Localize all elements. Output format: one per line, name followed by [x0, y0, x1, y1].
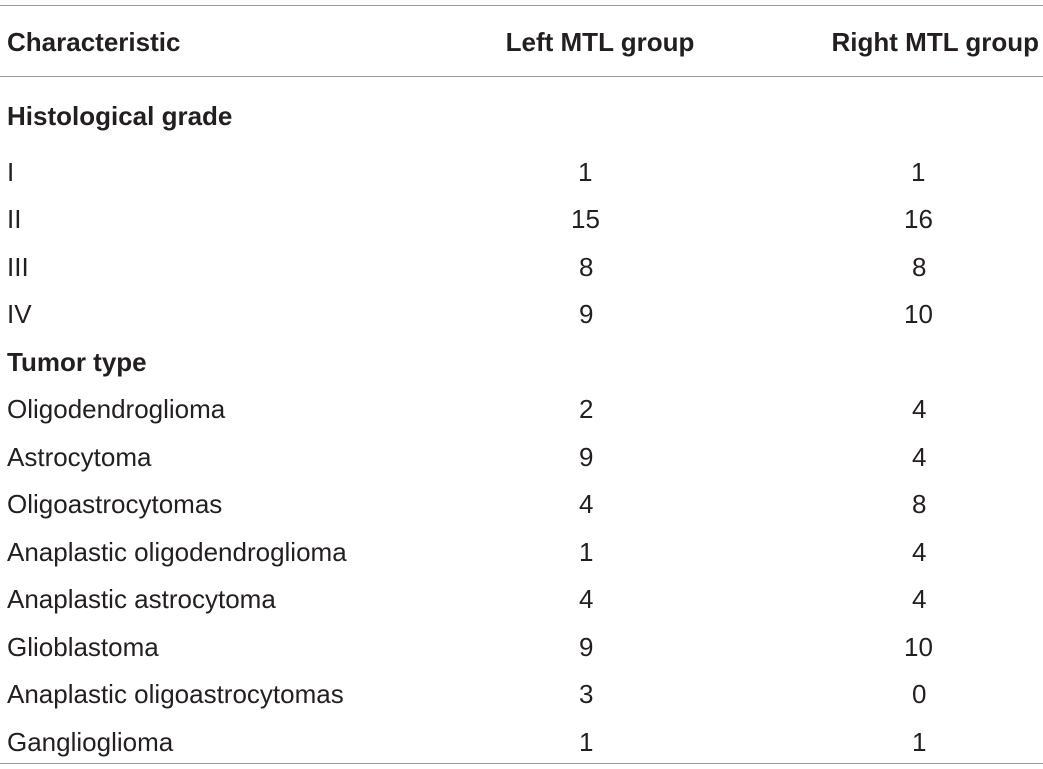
table-row: [0, 623, 1043, 671]
row-right-value: 8: [912, 251, 927, 282]
row-left-value: 9: [579, 441, 594, 472]
table-row: [0, 386, 1043, 434]
row-left-value: 1: [579, 726, 594, 757]
row-left-value: 9: [579, 299, 594, 330]
row-right-value: 10: [904, 299, 933, 330]
row-right-value: 4: [912, 584, 927, 615]
row-label: Ganglioglioma: [7, 726, 174, 757]
table-row: [0, 671, 1043, 719]
row-right-value: 4: [912, 441, 927, 472]
row-right-value: 4: [912, 394, 927, 425]
row-right-value: 10: [904, 631, 933, 662]
row-label: I: [7, 156, 15, 187]
row-right-value: 4: [912, 536, 927, 567]
row-right-value: 1: [911, 156, 926, 187]
row-left-value: 15: [571, 204, 600, 235]
row-right-value: 8: [912, 489, 927, 520]
row-label: Anaplastic astrocytoma: [7, 584, 276, 615]
table-row: [0, 243, 1043, 291]
row-label: Anaplastic oligoastrocytomas: [7, 679, 344, 710]
row-label: Glioblastoma: [7, 631, 159, 662]
section-row-tumor-type: [0, 338, 1043, 386]
row-left-value: 3: [579, 679, 594, 710]
row-label: Oligoastrocytomas: [7, 489, 223, 520]
row-left-value: 1: [578, 156, 593, 187]
row-label: Anaplastic oligodendroglioma: [7, 536, 347, 567]
table-row: [0, 433, 1043, 481]
table-row: [0, 528, 1043, 576]
section-row-histological-grade: [0, 80, 1043, 148]
table-row: [0, 148, 1043, 196]
row-right-value: 0: [912, 679, 927, 710]
header-left-mtl-group: Left MTL group: [505, 27, 695, 57]
table-row: [0, 481, 1043, 529]
section-title: Histological grade: [7, 101, 233, 131]
table-body: [0, 80, 1043, 766]
row-label: Oligodendroglioma: [7, 394, 226, 425]
row-left-value: 4: [579, 489, 594, 520]
header-right-mtl-group: Right MTL group: [831, 27, 1039, 57]
table-row: [0, 196, 1043, 244]
row-left-value: 4: [579, 584, 594, 615]
header-row: [0, 0, 1043, 80]
row-left-value: 2: [579, 394, 594, 425]
row-label: II: [7, 204, 22, 235]
row-label: Astrocytoma: [7, 441, 152, 472]
row-left-value: 9: [579, 631, 594, 662]
row-right-value: 1: [912, 726, 927, 757]
row-label: III: [7, 251, 29, 282]
row-label: IV: [7, 299, 32, 330]
table-row: [0, 718, 1043, 766]
table-row: [0, 576, 1043, 624]
header-characteristic: Characteristic: [7, 27, 181, 57]
row-left-value: 1: [579, 536, 594, 567]
row-left-value: 8: [579, 251, 594, 282]
table-header: [0, 0, 1043, 80]
section-title: Tumor type: [7, 346, 147, 377]
table-row: [0, 291, 1043, 339]
row-right-value: 16: [904, 204, 933, 235]
